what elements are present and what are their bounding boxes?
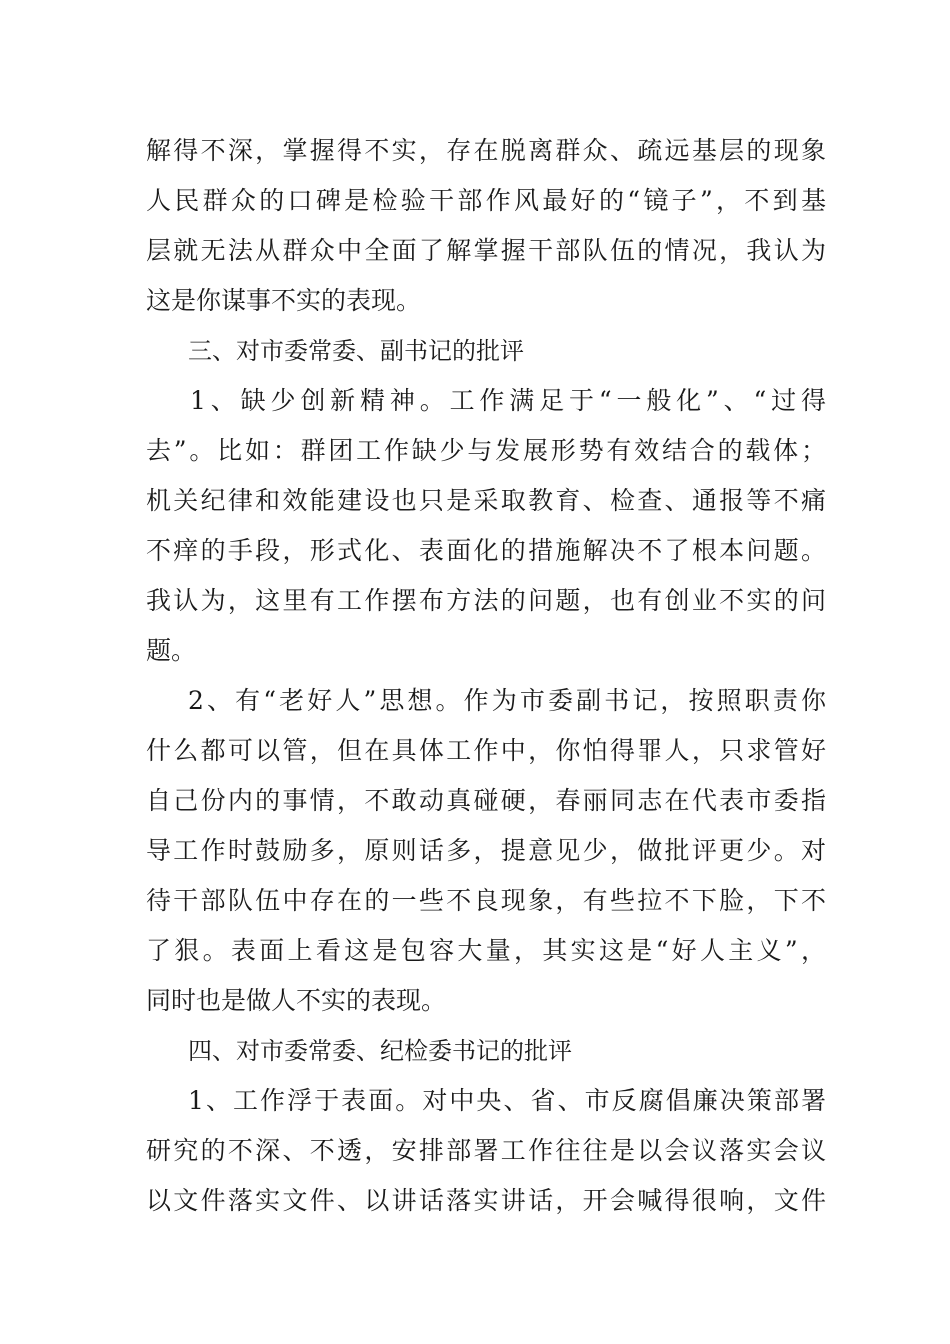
body-text-line: 以文件落实文件、以讲话落实讲话，开会喊得很响，文件 bbox=[146, 1186, 826, 1215]
body-text-line: 待干部队伍中存在的一些不良现象，有些拉不下脸，下不 bbox=[146, 886, 826, 915]
body-text-line: 2、有“老好人”思想。作为市委副书记，按照职责你 bbox=[188, 686, 826, 715]
body-text-line: 这是你谋事不实的表现。 bbox=[146, 286, 422, 315]
body-text-line: 研究的不深、不透，安排部署工作往往是以会议落实会议 bbox=[146, 1136, 826, 1165]
body-text-line: 什么都可以管，但在具体工作中，你怕得罪人，只求管好 bbox=[146, 736, 826, 765]
body-text-line: 1、工作浮于表面。对中央、省、市反腐倡廉决策部署 bbox=[188, 1086, 826, 1115]
body-text-line: 自己份内的事情，不敢动真碰硬，春丽同志在代表市委指 bbox=[146, 786, 826, 815]
body-text-line: 1、缺少创新精神。工作满足于“一般化”、“过得 bbox=[190, 386, 826, 415]
body-text-line: 同时也是做人不实的表现。 bbox=[146, 986, 447, 1015]
body-text-line: 层就无法从群众中全面了解掌握干部队伍的情况，我认为 bbox=[146, 236, 826, 265]
body-text-line: 机关纪律和效能建设也只是采取教育、检查、通报等不痛 bbox=[146, 486, 826, 515]
body-text-line: 题。 bbox=[146, 636, 197, 665]
section-heading: 三、对市委常委、副书记的批评 bbox=[188, 337, 524, 365]
body-text-line: 解得不深，掌握得不实，存在脱离群众、疏远基层的现象 bbox=[146, 136, 826, 165]
body-text-line: 去”。比如：群团工作缺少与发展形势有效结合的载体； bbox=[146, 436, 826, 465]
body-text-line: 人民群众的口碑是检验干部作风最好的“镜子”，不到基 bbox=[146, 186, 826, 215]
body-text-line: 不痒的手段，形式化、表面化的措施解决不了根本问题。 bbox=[146, 536, 826, 565]
section-heading: 四、对市委常委、纪检委书记的批评 bbox=[188, 1037, 572, 1065]
body-text-line: 导工作时鼓励多，原则话多，提意见少，做批评更少。对 bbox=[146, 836, 826, 865]
body-text-line: 了狠。表面上看这是包容大量，其实这是“好人主义”， bbox=[146, 936, 826, 965]
body-text-line: 我认为，这里有工作摆布方法的问题，也有创业不实的问 bbox=[146, 586, 826, 615]
